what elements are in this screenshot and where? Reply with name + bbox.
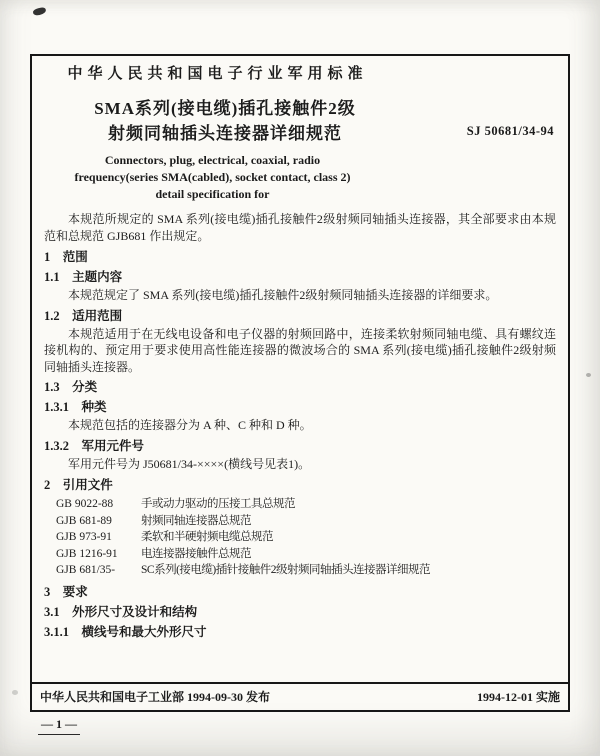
page-number: — 1 —	[38, 717, 80, 735]
scan-artifact	[586, 373, 591, 377]
document-title-cn-line2: 射频同轴插头连接器详细规范	[108, 124, 342, 143]
reference-number: GJB 973-91	[56, 531, 112, 543]
paragraph-types: 本规范包括的连接器分为 A 种、C 种和 D 种。	[68, 418, 312, 432]
heading-dimensions-design: 3.1 外形尺寸及设计和结构	[44, 604, 198, 619]
intro-paragraph: 本规范所规定的 SMA 系列(接电缆)插孔接触件2级射频同轴插头连接器，其全部要求由本规范和总规范 GJB681 作出规定。	[44, 212, 556, 243]
english-title-block	[44, 152, 381, 203]
heading-requirements: 3 要求	[44, 584, 88, 599]
footer-implementation-date: 1994-12-01 实施	[477, 690, 560, 704]
reference-number: GB 9022-88	[56, 498, 114, 510]
english-title-line3: detail specification for	[155, 187, 270, 201]
reference-title: 电连接器接触件总规范	[141, 547, 251, 560]
reference-title: SC系列(接电缆)插针接触件2级射频同轴插头连接器详细规范	[141, 564, 430, 576]
page-border-frame	[30, 54, 570, 712]
heading-dash-number-dimensions: 3.1.1 横线号和最大外形尺寸	[44, 624, 207, 639]
reference-number: GJB 681-89	[56, 514, 112, 527]
scan-artifact	[32, 7, 46, 17]
english-title-line1: Connectors, plug, electrical, coaxial, radio	[104, 153, 321, 167]
english-title-line2: frequency(series SMA(cabled), socket contact, class 2)	[74, 170, 351, 184]
reference-row	[44, 496, 556, 513]
heading-classification: 1.3 分类	[44, 380, 98, 394]
heading-references: 2 引用文件	[44, 478, 113, 492]
standard-class-header: 中华人民共和国电子行业军用标准	[67, 66, 368, 82]
paragraph-subject: 本规范规定了 SMA 系列(接电缆)插孔接触件2级射频同轴插头连接器的详细要求。	[68, 288, 498, 302]
references-list	[44, 496, 556, 579]
footer-issuer: 中华人民共和国电子工业部 1994-09-30 发布	[40, 690, 270, 704]
document-title-block	[44, 96, 554, 146]
heading-subject: 1.1 主题内容	[44, 270, 123, 284]
paragraph-mil-part-number: 军用元件号为 J50681/34-××××(横线号见表1)。	[68, 456, 311, 471]
reference-row	[44, 562, 556, 579]
scan-artifact	[12, 690, 18, 695]
reference-row	[44, 513, 556, 530]
heading-mil-part-number: 1.3.2 军用元件号	[44, 438, 145, 453]
reference-title: 手或动力驱动的压接工具总规范	[141, 498, 295, 510]
heading-applicability: 1.2 适用范围	[44, 308, 123, 323]
issue-implementation-footer	[32, 682, 568, 710]
reference-row	[44, 529, 556, 546]
reference-title: 射频同轴连接器总规范	[141, 514, 251, 527]
reference-number: GJB 1216-91	[56, 547, 118, 560]
standard-number: SJ 50681/34-94	[466, 124, 554, 138]
paragraph-applicability: 本规范适用于在无线电设备和电子仪器的射频回路中，连接柔软射频同轴电缆、具有螺纹连接机构的、预定用于要求使用高性能连接器的微波场合的 SMA 系列(接电缆)插孔接触件2级射频同轴插头连接器。	[44, 326, 556, 374]
reference-number: GJB 681/35-	[56, 564, 116, 576]
heading-types: 1.3.1 种类	[44, 400, 107, 414]
reference-title: 柔软和半硬射频电缆总规范	[141, 531, 273, 543]
document-title-cn-line1: SMA系列(接电缆)插孔接触件2级	[94, 99, 356, 118]
reference-row	[44, 546, 556, 563]
heading-scope: 1 范围	[44, 250, 88, 264]
